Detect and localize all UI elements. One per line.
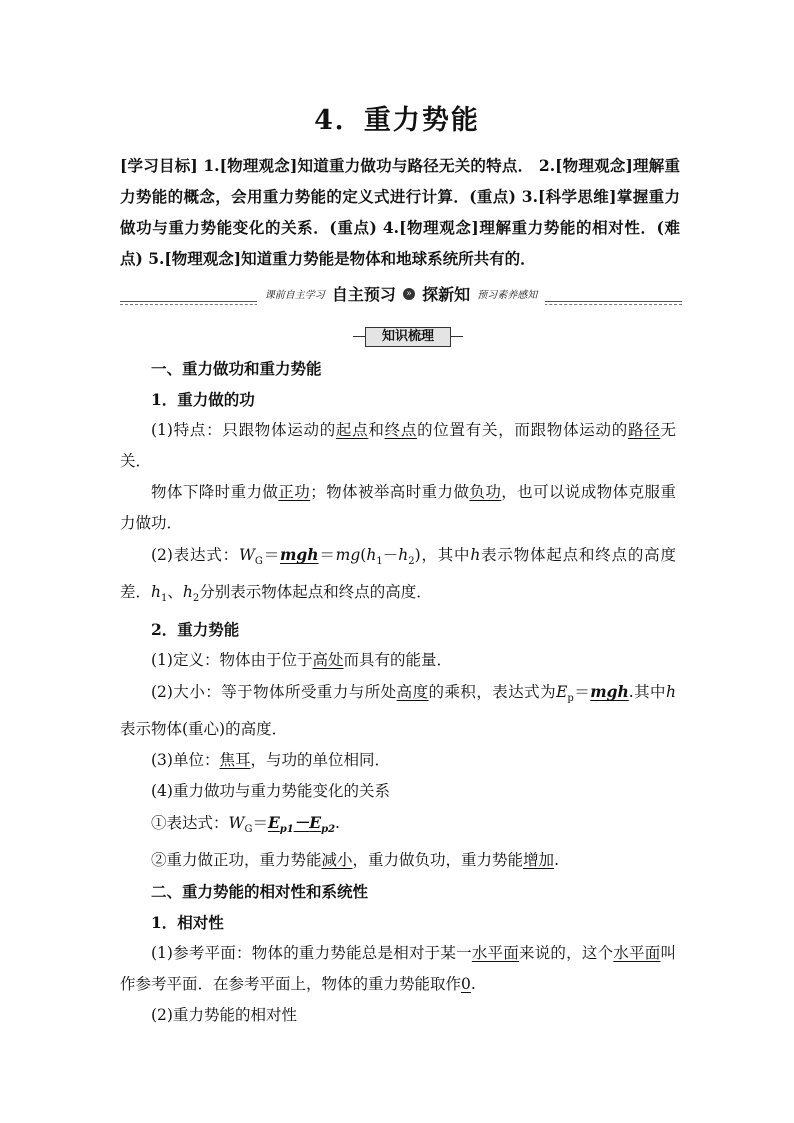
paragraph: (1)特点：只跟物体运动的起点和终点的位置有关，而跟物体运动的路径无关． xyxy=(120,421,676,470)
badge-rule-right xyxy=(451,336,463,337)
section-heading: 二、重力势能的相对性和系统性 xyxy=(151,882,369,902)
objectives-label: [学习目标] xyxy=(120,156,198,175)
section-banner xyxy=(120,282,682,308)
knowledge-badge xyxy=(353,327,463,347)
paragraph: (2)重力势能的相对性 xyxy=(151,1006,297,1025)
subsection-heading: 2．重力势能 xyxy=(151,620,240,640)
banner-title-left: 自主预习 xyxy=(331,285,396,304)
document-body xyxy=(120,353,676,1031)
paragraph: ②重力做正功，重力势能减小，重力做负功，重力势能增加. xyxy=(151,851,559,870)
subsection-heading: 1．相对性 xyxy=(151,913,224,933)
paragraph: (3)单位：焦耳，与功的单位相同． xyxy=(151,751,390,770)
banner-right-caption: 预习素养感知 xyxy=(477,290,538,301)
page-title: 4．重力势能 xyxy=(314,105,480,136)
banner-left-caption: 课前自主学习 xyxy=(264,290,325,301)
banner-title-right: 探新知 xyxy=(422,285,471,304)
paragraph: (1)参考平面：物体的重力势能总是相对于某一水平面来说的，这个水平面叫作参考平面．在参考平面上，物体的重力势能取作0. xyxy=(120,944,676,994)
paragraph: (4)重力做功与重力势能变化的关系 xyxy=(151,782,390,801)
paragraph: 物体下降时重力做正功；物体被举高时重力做负功，也可以说成物体克服重力做功． xyxy=(120,483,676,532)
chevron-right-icon: » xyxy=(403,288,415,300)
paragraph: (1)定义：物体由于位于高处而具有的能量． xyxy=(151,651,452,670)
formula-paragraph: (2)大小：等于物体所受重力与所处高度的乘积，表达式为$E_p=mgh$.其中h表示物体(重心)的高度． xyxy=(120,682,676,739)
formula-paragraph: ①表达式：$W_G=E_{p1}-E_{p2}$. xyxy=(151,813,340,836)
badge-label: 知识梳理 xyxy=(365,327,451,347)
formula-paragraph: (2)表达式：$W_G=mgh=mg(h_1-h_2)$，其中h表示物体起点和终点的高度差．$h_1$、$h_2$分别表示物体起点和终点的高度． xyxy=(120,545,676,605)
badge-rule-left xyxy=(353,336,365,337)
section-heading: 一、重力做功和重力势能 xyxy=(151,359,322,378)
learning-objectives xyxy=(120,150,680,274)
subsection-heading: 1．重力做的功 xyxy=(151,390,255,409)
objectives-text: 1.[物理观念]知道重力做功与路径无关的特点． 2.[物理观念]理解重力势能的概念，会用重力势能的定义式进行计算．(重点) 3.[科学思维]掌握重力做功与重力势能变化的关系．(重点) 4.[物理观念]理解重力势能的相对性．(难点) 5.[物理观念]知道重力势能是物体和地球系统所共有的． xyxy=(120,156,680,268)
